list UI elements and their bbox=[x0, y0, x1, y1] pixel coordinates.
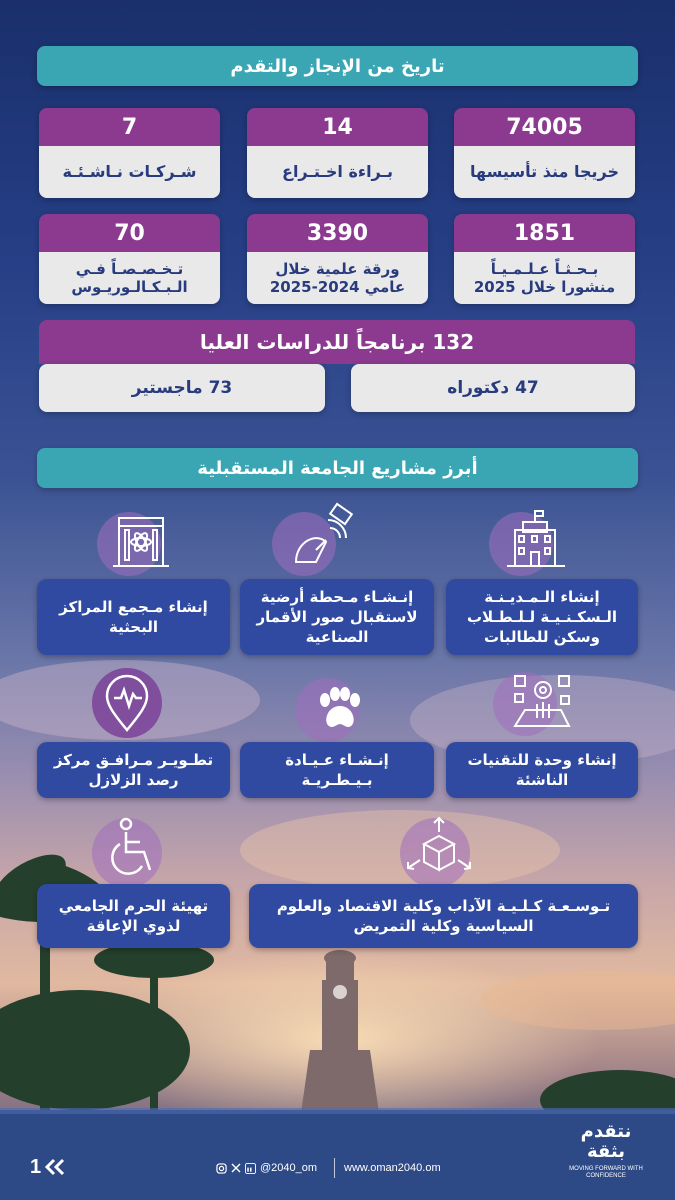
stat-label: خريجا منذ تأسيسها bbox=[454, 146, 635, 198]
page-number: 1 bbox=[30, 1155, 42, 1178]
project-card-seismic-center bbox=[37, 742, 230, 798]
social-handle[interactable]: @2040_om bbox=[260, 1162, 318, 1174]
stat-card-papers bbox=[247, 214, 428, 304]
stat-label: تـخـصـصـاً فـي الـبـكـالـوريـوس bbox=[39, 252, 220, 304]
achievements-header bbox=[37, 46, 638, 86]
stat-label: ورقة علمية خلال عامي 2024-2025 bbox=[247, 252, 428, 304]
social-links bbox=[216, 1162, 317, 1174]
back-chevron-icon bbox=[44, 1157, 66, 1177]
project-card-vet-clinic bbox=[240, 742, 434, 798]
project-label: تهيئة الحرم الجامعي لذوي الإعاقة bbox=[58, 896, 209, 935]
project-label: إنشاء مـجمع المراكز البحثية bbox=[59, 597, 208, 636]
stat-label: بـحـثـاً عـلـمـيـاً منشورا خلال 2025 bbox=[454, 252, 635, 304]
stat-card-majors bbox=[39, 214, 220, 304]
page-indicator bbox=[30, 1156, 66, 1178]
project-card-accessibility bbox=[37, 884, 230, 948]
project-card-college-expansion bbox=[249, 884, 638, 948]
website-link[interactable]: www.oman2040.om bbox=[344, 1162, 441, 1174]
wheelchair-icon bbox=[92, 818, 162, 888]
stat-label: بـراءة اخـتـراع bbox=[247, 146, 428, 198]
project-card-satellite-station bbox=[240, 579, 434, 655]
stat-value: 14 bbox=[247, 108, 428, 146]
masters-count: 73 ماجستير bbox=[39, 364, 325, 412]
brand-logo bbox=[566, 1122, 646, 1180]
research-center-icon bbox=[97, 512, 161, 576]
stat-card-patents bbox=[247, 108, 428, 198]
projects-header bbox=[37, 448, 638, 488]
stat-card-graduates bbox=[454, 108, 635, 198]
brand-logo-arabic: نتقدم بثقة bbox=[580, 1121, 632, 1162]
stat-label: شـركـات نـاشـئـة bbox=[39, 146, 220, 198]
footer-divider bbox=[334, 1158, 335, 1178]
projects-title: أبرز مشاريع الجامعة المستقبلية bbox=[197, 457, 478, 479]
achievements-title: تاريخ من الإنجاز والتقدم bbox=[230, 55, 445, 77]
project-label: إنـشـاء عـيـادة بـيـطـريـة bbox=[285, 750, 389, 789]
stat-value: 1851 bbox=[454, 214, 635, 252]
graduate-programs-title: 132 برنامجاً للدراسات العليا bbox=[39, 320, 635, 364]
seismic-location-icon bbox=[92, 668, 162, 738]
project-label: إنـشـاء مـحطة أرضية لاستقبال صور الأقمار الصناعية bbox=[256, 587, 418, 647]
project-card-housing bbox=[446, 579, 638, 655]
project-card-research-complex bbox=[37, 579, 230, 655]
satellite-icon bbox=[272, 512, 336, 576]
expansion-box-icon bbox=[400, 818, 470, 888]
project-card-emerging-tech bbox=[446, 742, 638, 798]
project-label: إنشاء وحدة للتقنيات الناشئة bbox=[467, 750, 617, 789]
x-icon bbox=[231, 1163, 241, 1173]
technology-icon bbox=[493, 672, 557, 736]
stat-value: 3390 bbox=[247, 214, 428, 252]
paw-icon bbox=[295, 678, 359, 742]
stat-value: 74005 bbox=[454, 108, 635, 146]
project-label: تـوسـعـة كـلـيـة الآداب وكلية الاقتصاد والعلوم السياسية وكلية التمريض bbox=[276, 896, 611, 935]
linkedin-icon bbox=[245, 1163, 256, 1174]
stat-card-startups bbox=[39, 108, 220, 198]
stat-value: 70 bbox=[39, 214, 220, 252]
stat-card-research bbox=[454, 214, 635, 304]
university-building-icon bbox=[489, 512, 553, 576]
project-label: إنشاء الـمـديـنـة الـسكـنـيـة لـلـطـلاب وسكن للطالبات bbox=[466, 587, 618, 647]
instagram-icon bbox=[216, 1163, 227, 1174]
phd-count: 47 دكتوراه bbox=[351, 364, 635, 412]
stat-value: 7 bbox=[39, 108, 220, 146]
brand-logo-english: MOVING FORWARD WITH CONFIDENCE bbox=[569, 1165, 643, 1179]
project-label: تطـويـر مـرافـق مركز رصد الزلازل bbox=[53, 750, 214, 789]
